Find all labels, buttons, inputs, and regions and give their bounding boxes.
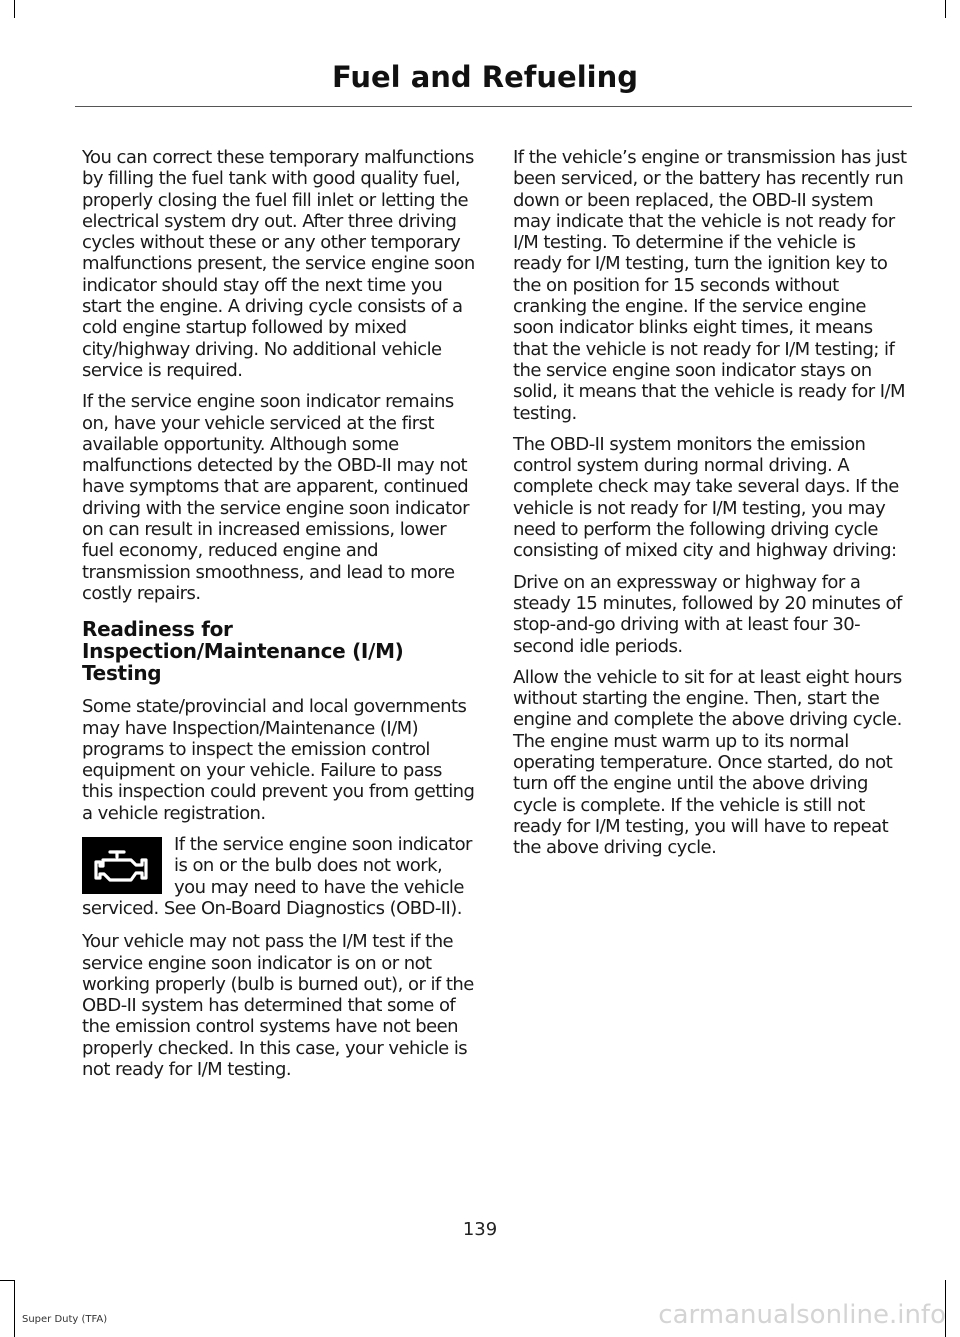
engine-warning-icon bbox=[82, 837, 162, 894]
page-title: Fuel and Refueling bbox=[331, 60, 638, 94]
crop-mark-bottom-left bbox=[14, 1280, 15, 1337]
left-column bbox=[82, 147, 477, 1090]
crop-mark-top-left bbox=[14, 0, 15, 18]
header-divider bbox=[75, 106, 912, 107]
watermark: carmanualsonline.info bbox=[658, 1300, 946, 1330]
paragraph: Drive on an expressway or highway for a steady 15 minutes, followed by 20 minutes of stop-and-go driving with at least four 30-second idle periods. bbox=[513, 571, 902, 657]
paragraph: If the service engine soon indicator remains on, have your vehicle serviced at the first available opportunity. Although some malfunctions detected by the OBD-II may not have symptoms that are apparent, continued driving with the service engine soon indicator on can result in increased emissions, lower fuel economy, reduced engine and transmission smoothness, and lead to more costly repairs. bbox=[82, 391, 469, 604]
engine-warning-icon-svg bbox=[90, 846, 154, 886]
paragraph: The OBD-II system monitors the emission control system during normal driving. A complete check may take several days. If the vehicle is not ready for I/M testing, you may need to perform the following driving cycle consisting of mixed city and highway driving: bbox=[513, 433, 899, 562]
crop-mark-bottom-left-h bbox=[0, 1280, 15, 1281]
footer-label: Super Duty (TFA) bbox=[22, 1314, 108, 1325]
right-column bbox=[513, 147, 908, 869]
section-heading: Readiness for Inspection/Maintenance (I/M) Testing bbox=[82, 617, 404, 686]
paragraph: Your vehicle may not pass the I/M test if the service engine soon indicator is on or not working properly (bulb is burned out), or if the OBD-II system has determined that some of the emission control systems have not been properly checked. In this case, your vehicle is not ready for I/M testing. bbox=[82, 931, 474, 1080]
page-number: 139 bbox=[462, 1219, 498, 1240]
paragraph: Allow the vehicle to sit for at least eight hours without starting the engine. Then, start the engine and complete the above driving cycle. The engine must warm up to its normal operating temperature. Once started, do not turn off the engine until the above driving cycle is complete. If the vehicle is still not ready for I/M testing, you will have to repeat the above driving cycle. bbox=[513, 666, 902, 859]
paragraph: If the service engine soon indicator is on or the bulb does not work, you may need to have the vehicle serviced. See On-Board Diagnostics (OBD-II). bbox=[82, 834, 472, 919]
paragraph: Some state/provincial and local governments may have Inspection/Maintenance (I/M) programs to inspect the emission control equipment on your vehicle. Failure to pass this inspection could prevent you from getting a vehicle registration. bbox=[82, 696, 475, 824]
crop-mark-top-right bbox=[945, 0, 946, 18]
paragraph: You can correct these temporary malfunctions by filling the fuel tank with good quality fuel, properly closing the fuel fill inlet or letting the electrical system dry out. After three driving cycles without these or any other temporary malfunctions present, the service engine soon indicator should stay off the next time you start the engine. A driving cycle consists of a cold engine startup followed by mixed city/highway driving. No additional vehicle service is required. bbox=[82, 147, 475, 381]
icon-paragraph bbox=[82, 834, 477, 919]
paragraph: If the vehicle’s engine or transmission has just been serviced, or the battery has recently run down or been replaced, the OBD-II system may indicate that the vehicle is not ready for I/M testing. To determine if the vehicle is ready for I/M testing, turn the ignition key to the on position for 15 seconds without cranking the engine. If the service engine soon indicator blinks eight times, it means that the vehicle is not ready for I/M testing; if the service engine soon indicator stays on solid, it means that the vehicle is ready for I/M testing. bbox=[513, 147, 907, 424]
